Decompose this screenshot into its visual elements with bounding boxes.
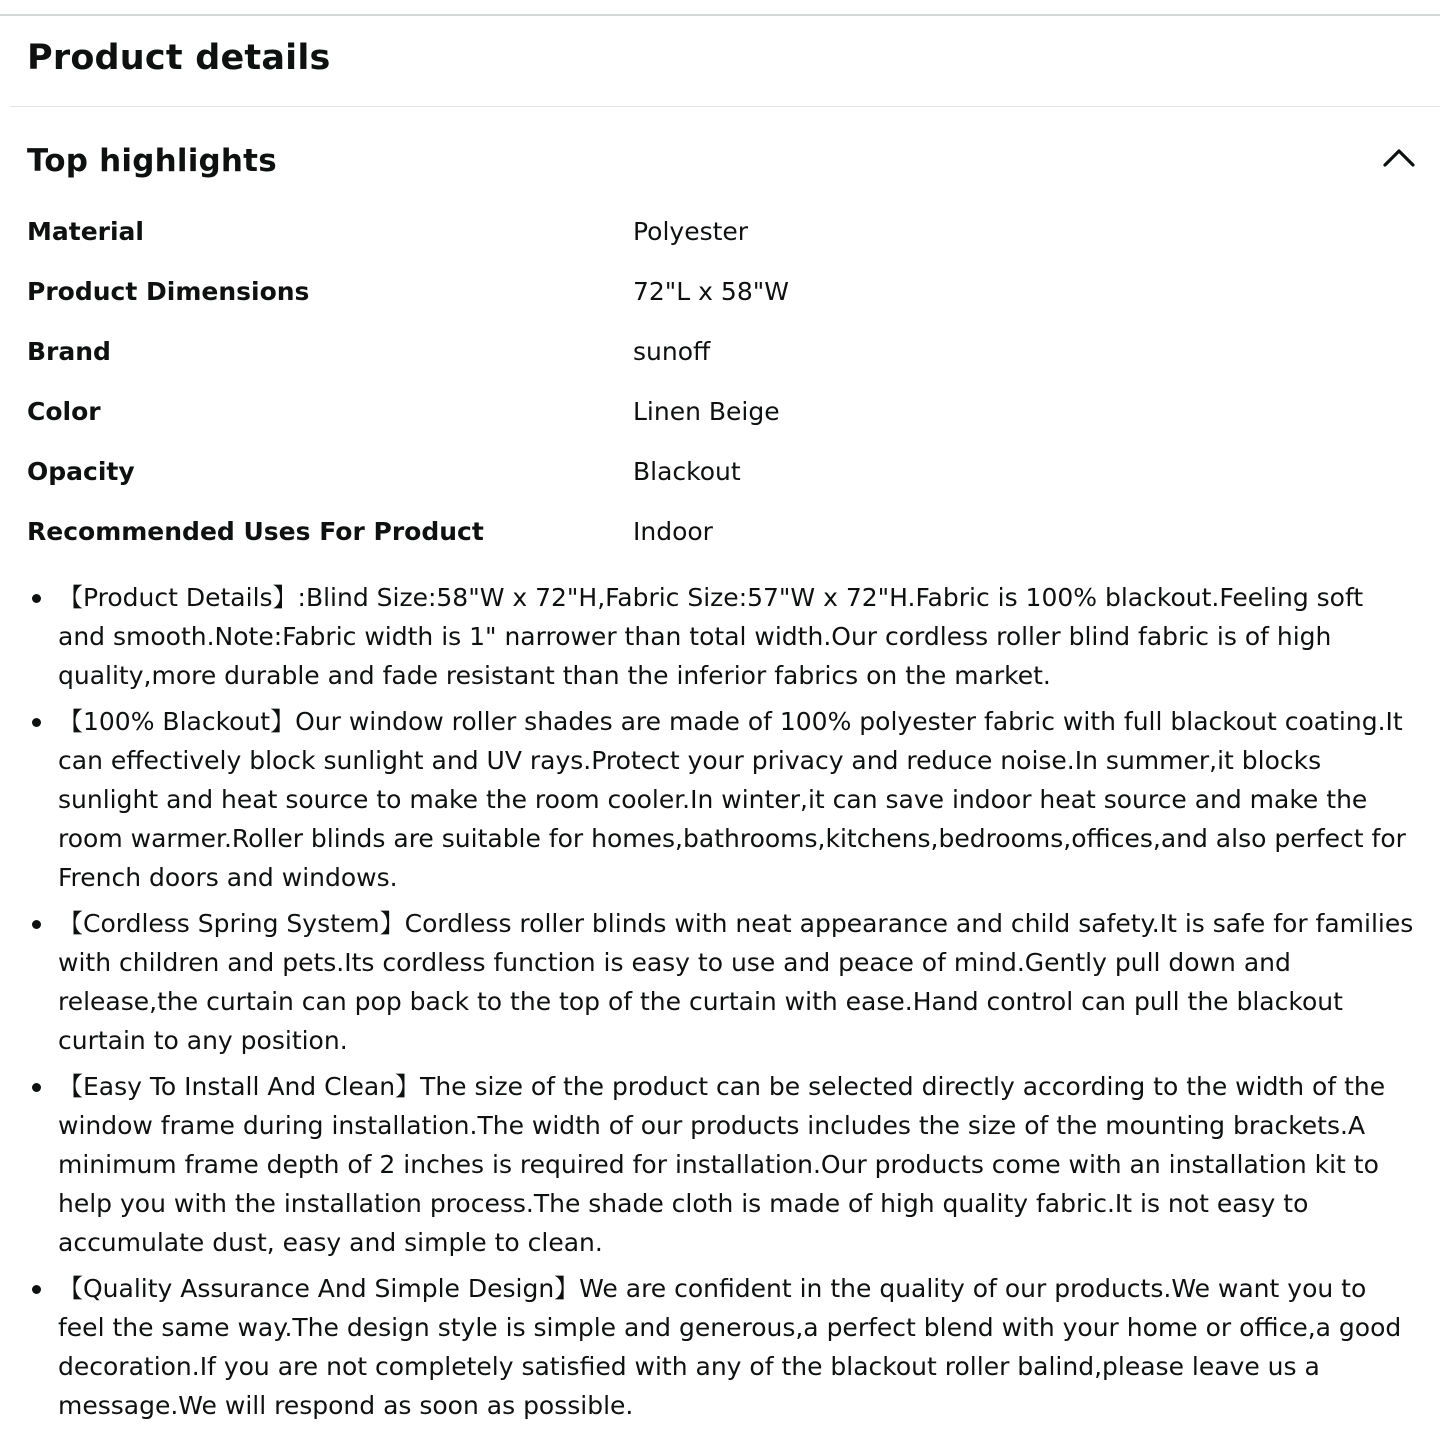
- top-highlights-header[interactable]: [27, 136, 1417, 186]
- bullet-text: 【100% Blackout】Our window roller shades are made of 100% polyester fabric with full blackout coating.It can effectively block sunlight and UV rays.Protect your privacy and reduce noise.In summer,it blocks sunlight and heat source to make the room cooler.In winter,it can save indoor heat source and make the room warmer.Roller blinds are suitable for homes,bathrooms,kitchens,bedrooms,offices,and also perfect for French doors and windows.: [58, 707, 1406, 892]
- spec-value: sunoff: [633, 337, 711, 366]
- spec-row-dimensions: [27, 262, 1417, 322]
- page-title: Product details: [27, 38, 331, 78]
- list-item: [0, 1269, 1420, 1425]
- bullet-text: 【Quality Assurance And Simple Design】We are confident in the quality of our products.We want you to feel the same way.The design style is simple and generous,a perfect blend with your home or office,a good decoration.If you are not completely satisfied with any of the blackout roller balind,please leave us a message.We will respond as soon as possible.: [58, 1274, 1402, 1420]
- spec-label: Material: [27, 217, 144, 246]
- spec-row-opacity: [27, 442, 1417, 502]
- section-title: Top highlights: [27, 143, 277, 179]
- bullet-dot-icon: [32, 594, 41, 603]
- bullet-dot-icon: [32, 1285, 41, 1294]
- spec-value: Indoor: [633, 517, 713, 546]
- bullet-dot-icon: [32, 1083, 41, 1092]
- spec-value: Blackout: [633, 457, 741, 486]
- list-item: [0, 904, 1420, 1060]
- bullet-text: 【Cordless Spring System】Cordless roller blinds with neat appearance and child safety.It is safe for families with children and pets.Its cordless function is easy to use and peace of mind.Gently pull down and release,the curtain can pop back to the top of the curtain with ease.Hand control can pull the blackout curtain to any position.: [58, 909, 1414, 1055]
- spec-value: Linen Beige: [633, 397, 780, 426]
- bullet-text: 【Product Details】:Blind Size:58"W x 72"H,Fabric Size:57"W x 72"H.Fabric is 100% blackout.Feeling soft and smooth.Note:Fabric width is 1" narrower than total width.Our cordless roller blind fabric is of high quality,more durable and fade resistant than the inferior fabrics on the market.: [58, 583, 1364, 690]
- spec-value: Polyester: [633, 217, 749, 246]
- bullet-dot-icon: [32, 920, 41, 929]
- chevron-up-icon[interactable]: [1381, 140, 1417, 176]
- spec-label: Color: [27, 397, 101, 426]
- spec-value: 72"L x 58"W: [633, 277, 789, 306]
- spec-row-recommended-uses: [27, 502, 1417, 562]
- section-divider: [10, 106, 1440, 107]
- list-item: [0, 578, 1420, 695]
- spec-row-color: [27, 382, 1417, 442]
- bullet-text: 【Easy To Install And Clean】The size of the product can be selected directly according to the width of the window frame during installation.The width of our products includes the size of the mounting brackets.A minimum frame depth of 2 inches is required for installation.Our products come with an installation kit to help you with the installation process.The shade cloth is made of high quality fabric.It is not easy to accumulate dust, easy and simple to clean.: [58, 1072, 1386, 1257]
- spec-row-material: [27, 202, 1417, 262]
- spec-label: Brand: [27, 337, 111, 366]
- bullet-dot-icon: [32, 718, 41, 727]
- spec-row-brand: [27, 322, 1417, 382]
- list-item: [0, 1067, 1420, 1262]
- top-divider: [0, 14, 1440, 16]
- spec-label: Product Dimensions: [27, 277, 310, 306]
- spec-label: Opacity: [27, 457, 135, 486]
- highlights-bullet-list: [0, 578, 1420, 1432]
- spec-label: Recommended Uses For Product: [27, 517, 484, 546]
- list-item: [0, 702, 1420, 897]
- specs-table: [27, 202, 1417, 562]
